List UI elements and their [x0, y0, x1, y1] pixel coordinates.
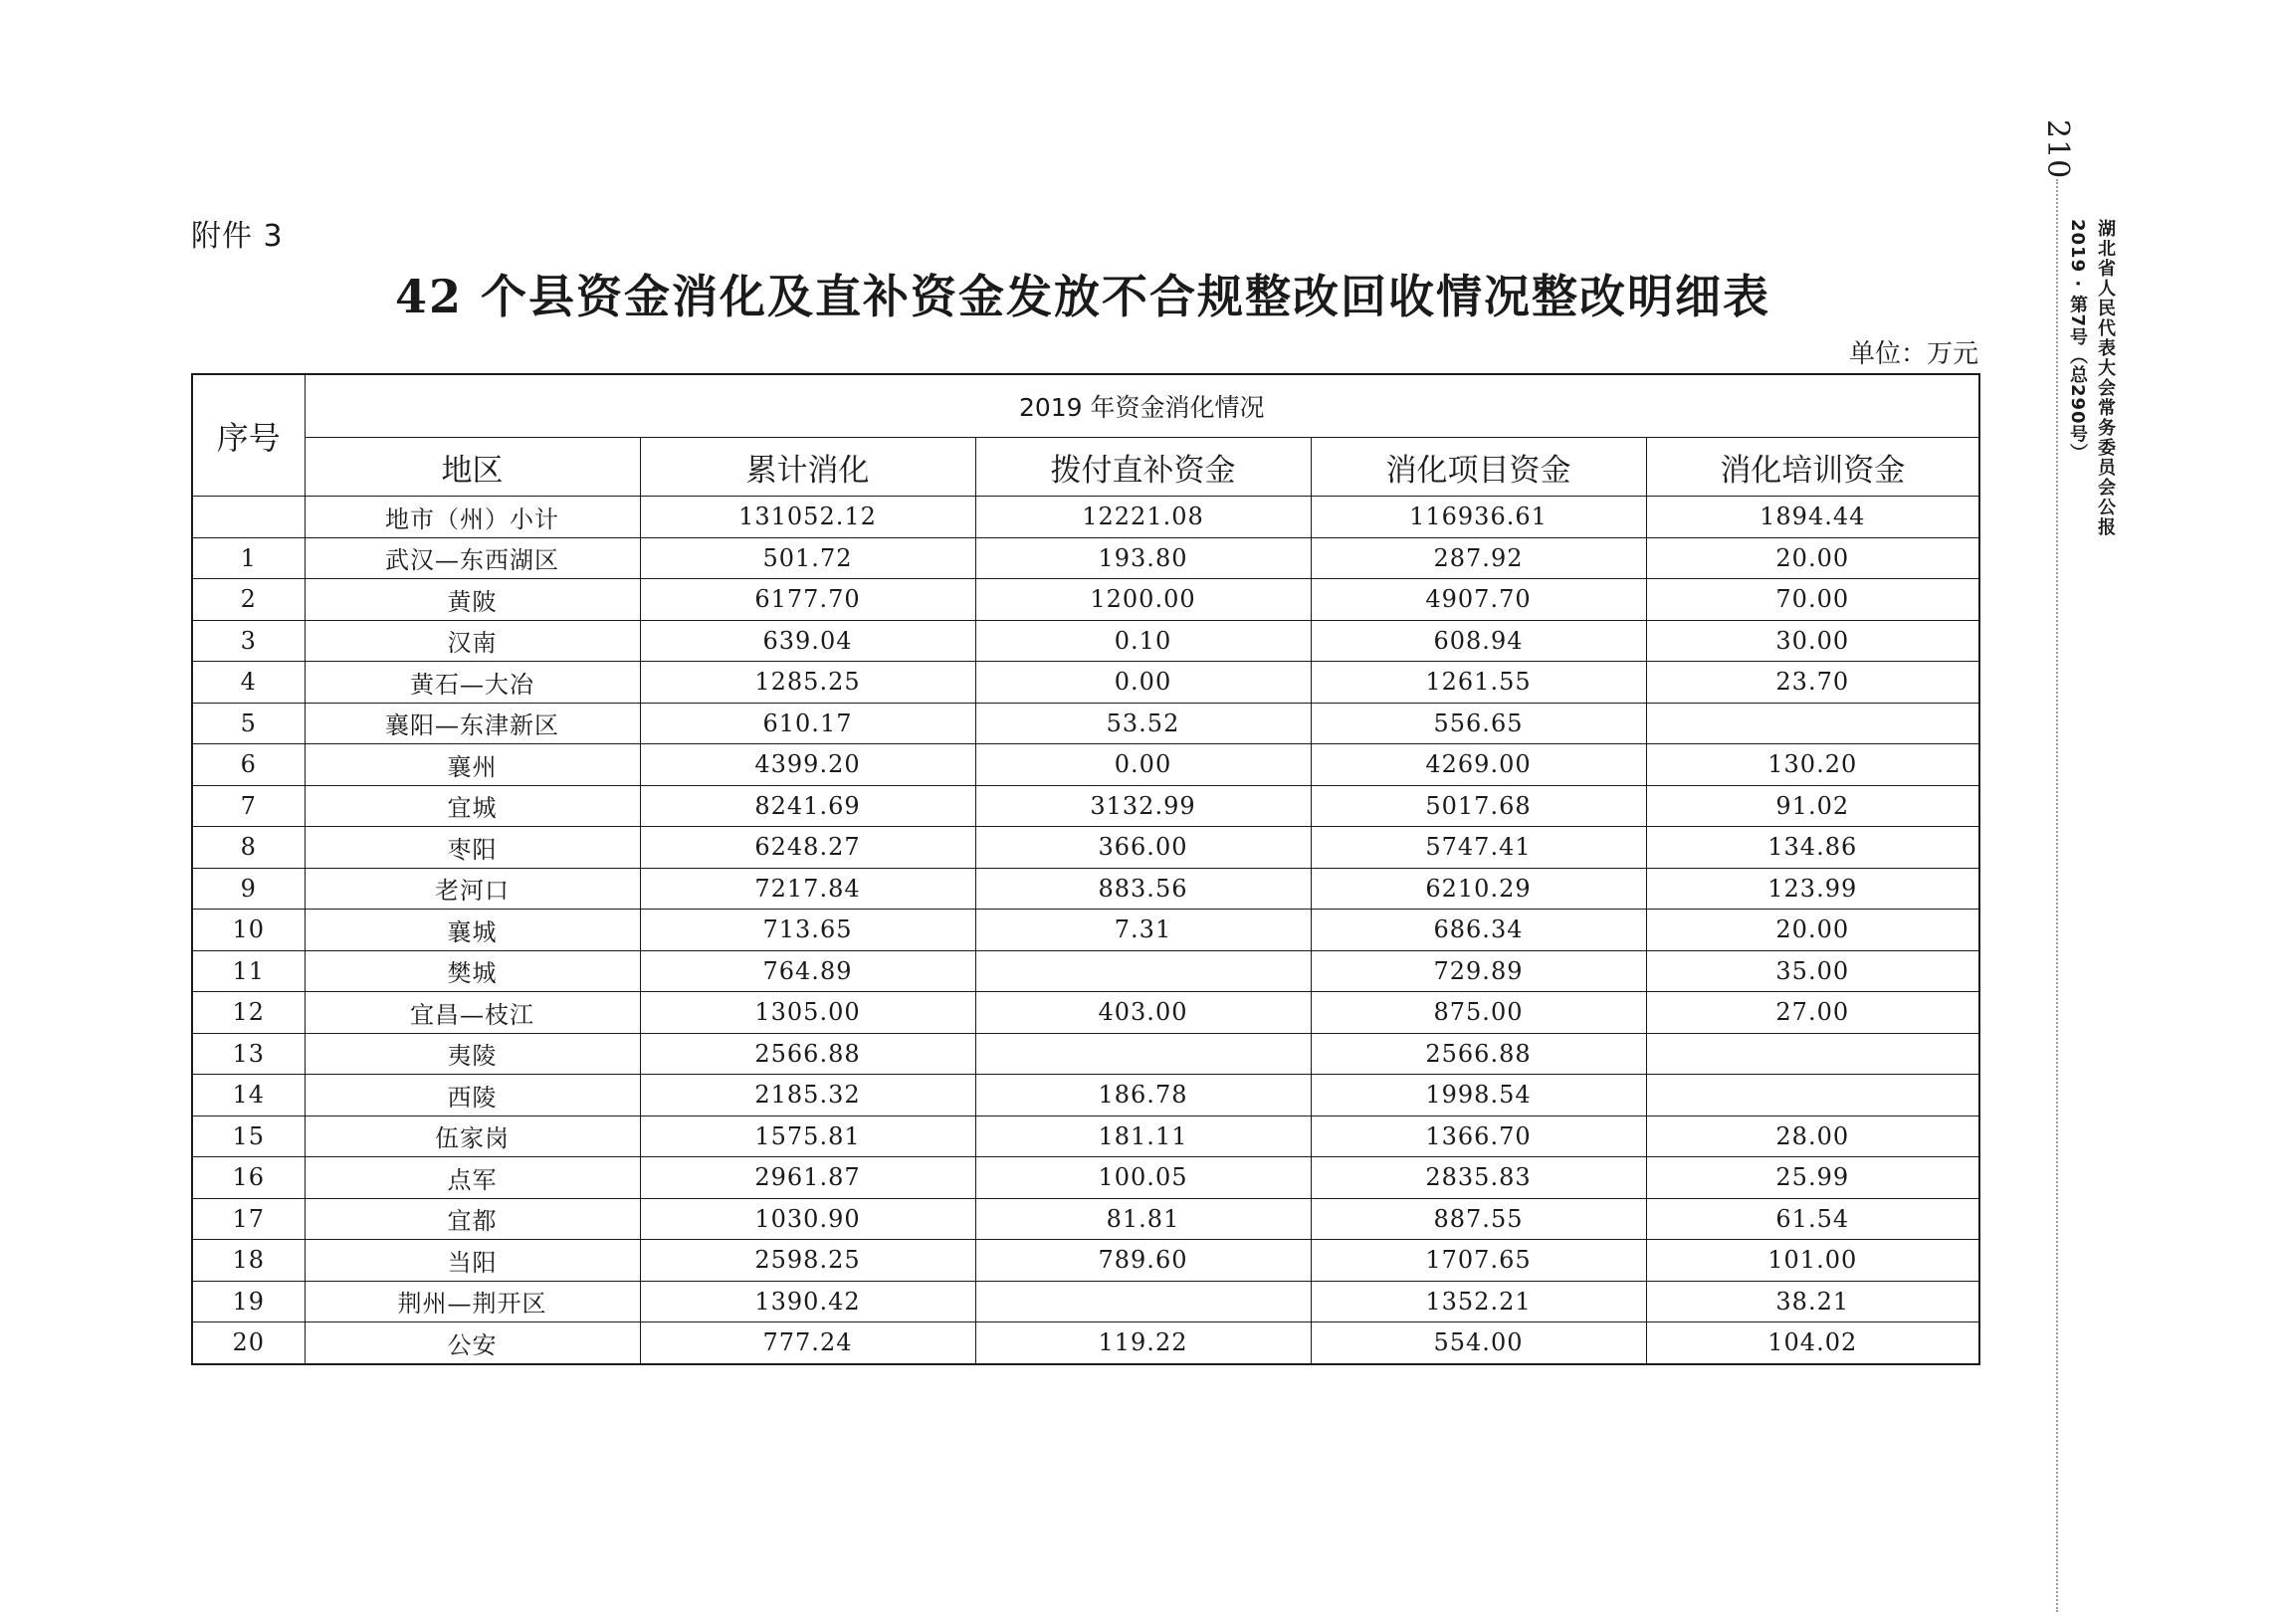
- cell-region: 襄州: [305, 744, 640, 786]
- cell-training-funds: 28.00: [1646, 1116, 1979, 1157]
- cell-direct-subsidy: 193.80: [975, 537, 1311, 579]
- cell-cumulative: 6177.70: [640, 579, 975, 621]
- cell-direct-subsidy: 12221.08: [975, 497, 1311, 538]
- subtotal-row: [192, 497, 1979, 538]
- cell-project-funds: 1261.55: [1311, 662, 1646, 704]
- cell-cumulative: 764.89: [640, 950, 975, 992]
- cell-region: 伍家岗: [305, 1116, 640, 1157]
- cell-direct-subsidy: 100.05: [975, 1157, 1311, 1199]
- cell-training-funds: [1646, 1033, 1979, 1075]
- cell-cumulative: 2961.87: [640, 1157, 975, 1199]
- table-row: [192, 703, 1979, 744]
- cell-seq: 16: [192, 1157, 305, 1199]
- cell-training-funds: 61.54: [1646, 1198, 1979, 1240]
- cell-seq: [192, 497, 305, 538]
- cell-direct-subsidy: 119.22: [975, 1322, 1311, 1364]
- cell-training-funds: 130.20: [1646, 744, 1979, 786]
- cell-cumulative: 6248.27: [640, 827, 975, 869]
- cell-seq: 10: [192, 910, 305, 951]
- cell-cumulative: 639.04: [640, 620, 975, 662]
- cell-region: 老河口: [305, 868, 640, 910]
- cell-region: 宜昌—枝江: [305, 992, 640, 1034]
- cell-project-funds: 1998.54: [1311, 1075, 1646, 1116]
- page-number: 210: [2040, 119, 2075, 180]
- cell-direct-subsidy: 81.81: [975, 1198, 1311, 1240]
- cell-seq: 9: [192, 868, 305, 910]
- column-header-cumulative: 累计消化: [640, 438, 975, 497]
- column-header-training-funds: 消化培训资金: [1646, 438, 1979, 497]
- table-row: [192, 1075, 1979, 1116]
- cell-project-funds: 116936.61: [1311, 497, 1646, 538]
- cell-direct-subsidy: [975, 1281, 1311, 1322]
- cell-project-funds: 1366.70: [1311, 1116, 1646, 1157]
- cell-training-funds: 38.21: [1646, 1281, 1979, 1322]
- cell-direct-subsidy: 53.52: [975, 703, 1311, 744]
- column-header-direct-subsidy: 拨付直补资金: [975, 438, 1311, 497]
- cell-region: 樊城: [305, 950, 640, 992]
- cell-training-funds: 27.00: [1646, 992, 1979, 1034]
- cell-seq: 6: [192, 744, 305, 786]
- cell-training-funds: 25.99: [1646, 1157, 1979, 1199]
- cell-project-funds: 686.34: [1311, 910, 1646, 951]
- cell-direct-subsidy: 3132.99: [975, 785, 1311, 827]
- column-header-region: 地区: [305, 438, 640, 497]
- cell-cumulative: 2566.88: [640, 1033, 975, 1075]
- cell-training-funds: [1646, 703, 1979, 744]
- cell-seq: 15: [192, 1116, 305, 1157]
- table-row: [192, 579, 1979, 621]
- cell-seq: 4: [192, 662, 305, 704]
- cell-project-funds: 5747.41: [1311, 827, 1646, 869]
- table-row: [192, 662, 1979, 704]
- bulletin-name: 湖北省人民代表大会常务委员会公报: [2095, 219, 2116, 537]
- cell-region: 点军: [305, 1157, 640, 1199]
- cell-training-funds: 23.70: [1646, 662, 1979, 704]
- cell-region: 宜都: [305, 1198, 640, 1240]
- cell-project-funds: 6210.29: [1311, 868, 1646, 910]
- cell-training-funds: 30.00: [1646, 620, 1979, 662]
- cell-cumulative: 610.17: [640, 703, 975, 744]
- column-header-project-funds: 消化项目资金: [1311, 438, 1646, 497]
- table-row: [192, 910, 1979, 951]
- table-row: [192, 950, 1979, 992]
- cell-cumulative: 1305.00: [640, 992, 975, 1034]
- cell-training-funds: 1894.44: [1646, 497, 1979, 538]
- table-row: [192, 1322, 1979, 1364]
- table-row: [192, 744, 1979, 786]
- cell-project-funds: 556.65: [1311, 703, 1646, 744]
- cell-cumulative: 713.65: [640, 910, 975, 951]
- cell-project-funds: 4907.70: [1311, 579, 1646, 621]
- seq-header: 序号: [192, 374, 305, 497]
- cell-project-funds: 1352.21: [1311, 1281, 1646, 1322]
- cell-direct-subsidy: 1200.00: [975, 579, 1311, 621]
- table-row: [192, 868, 1979, 910]
- cell-project-funds: 554.00: [1311, 1322, 1646, 1364]
- cell-project-funds: 2566.88: [1311, 1033, 1646, 1075]
- cell-direct-subsidy: 366.00: [975, 827, 1311, 869]
- cell-training-funds: 134.86: [1646, 827, 1979, 869]
- page-title: 42 个县资金消化及直补资金发放不合规整改回收情况整改明细表: [394, 270, 1771, 323]
- cell-project-funds: 2835.83: [1311, 1157, 1646, 1199]
- margin-dotted-line: [2056, 179, 2058, 1612]
- table-row: [192, 1281, 1979, 1322]
- table-row: [192, 1240, 1979, 1282]
- cell-seq: 7: [192, 785, 305, 827]
- cell-training-funds: 101.00: [1646, 1240, 1979, 1282]
- cell-cumulative: 777.24: [640, 1322, 975, 1364]
- cell-direct-subsidy: 789.60: [975, 1240, 1311, 1282]
- cell-region: 黄陂: [305, 579, 640, 621]
- table-row: [192, 1198, 1979, 1240]
- cell-seq: 13: [192, 1033, 305, 1075]
- cell-seq: 1: [192, 537, 305, 579]
- cell-region: 夷陵: [305, 1033, 640, 1075]
- cell-cumulative: 4399.20: [640, 744, 975, 786]
- table-row: [192, 785, 1979, 827]
- cell-region: 襄城: [305, 910, 640, 951]
- cell-project-funds: 1707.65: [1311, 1240, 1646, 1282]
- cell-direct-subsidy: 181.11: [975, 1116, 1311, 1157]
- cell-project-funds: 5017.68: [1311, 785, 1646, 827]
- cell-seq: 11: [192, 950, 305, 992]
- cell-project-funds: 887.55: [1311, 1198, 1646, 1240]
- cell-project-funds: 4269.00: [1311, 744, 1646, 786]
- cell-direct-subsidy: 883.56: [975, 868, 1311, 910]
- cell-seq: 17: [192, 1198, 305, 1240]
- table-row: [192, 1157, 1979, 1199]
- table-body: [192, 497, 1979, 1364]
- cell-direct-subsidy: 403.00: [975, 992, 1311, 1034]
- unit-label: 单位：万元: [1848, 339, 1978, 369]
- table-row: [192, 537, 1979, 579]
- cell-seq: 14: [192, 1075, 305, 1116]
- cell-seq: 20: [192, 1322, 305, 1364]
- cell-region: 荆州—荆开区: [305, 1281, 640, 1322]
- attachment-label: 附件 3: [191, 219, 284, 254]
- cell-seq: 8: [192, 827, 305, 869]
- cell-cumulative: 2185.32: [640, 1075, 975, 1116]
- table-row: [192, 1116, 1979, 1157]
- cell-project-funds: 287.92: [1311, 537, 1646, 579]
- cell-project-funds: 875.00: [1311, 992, 1646, 1034]
- side-margin: [2040, 119, 2160, 1612]
- cell-project-funds: 729.89: [1311, 950, 1646, 992]
- cell-seq: 3: [192, 620, 305, 662]
- cell-project-funds: 608.94: [1311, 620, 1646, 662]
- cell-cumulative: 1575.81: [640, 1116, 975, 1157]
- issue-label: 2019 · 第7号（总290号）: [2067, 219, 2088, 463]
- cell-cumulative: 131052.12: [640, 497, 975, 538]
- cell-cumulative: 501.72: [640, 537, 975, 579]
- cell-region: 武汉—东西湖区: [305, 537, 640, 579]
- cell-training-funds: 91.02: [1646, 785, 1979, 827]
- cell-cumulative: 7217.84: [640, 868, 975, 910]
- cell-training-funds: 20.00: [1646, 537, 1979, 579]
- cell-training-funds: 123.99: [1646, 868, 1979, 910]
- cell-direct-subsidy: 7.31: [975, 910, 1311, 951]
- cell-direct-subsidy: [975, 1033, 1311, 1075]
- cell-direct-subsidy: 0.00: [975, 744, 1311, 786]
- cell-seq: 19: [192, 1281, 305, 1322]
- cell-cumulative: 1285.25: [640, 662, 975, 704]
- group-header: 2019 年资金消化情况: [305, 374, 1979, 438]
- cell-cumulative: 2598.25: [640, 1240, 975, 1282]
- table-row: [192, 827, 1979, 869]
- cell-cumulative: 1030.90: [640, 1198, 975, 1240]
- cell-region: 枣阳: [305, 827, 640, 869]
- cell-cumulative: 8241.69: [640, 785, 975, 827]
- cell-cumulative: 1390.42: [640, 1281, 975, 1322]
- table-row: [192, 620, 1979, 662]
- cell-region: 地市（州）小计: [305, 497, 640, 538]
- cell-seq: 12: [192, 992, 305, 1034]
- fund-detail-table: [191, 373, 1980, 1365]
- cell-region: 黄石—大冶: [305, 662, 640, 704]
- cell-region: 当阳: [305, 1240, 640, 1282]
- cell-region: 襄阳—东津新区: [305, 703, 640, 744]
- cell-seq: 2: [192, 579, 305, 621]
- cell-training-funds: 104.02: [1646, 1322, 1979, 1364]
- cell-training-funds: 20.00: [1646, 910, 1979, 951]
- cell-seq: 5: [192, 703, 305, 744]
- cell-direct-subsidy: 0.00: [975, 662, 1311, 704]
- cell-direct-subsidy: [975, 950, 1311, 992]
- cell-training-funds: [1646, 1075, 1979, 1116]
- cell-seq: 18: [192, 1240, 305, 1282]
- cell-training-funds: 70.00: [1646, 579, 1979, 621]
- cell-region: 西陵: [305, 1075, 640, 1116]
- cell-direct-subsidy: 0.10: [975, 620, 1311, 662]
- cell-region: 汉南: [305, 620, 640, 662]
- table-row: [192, 992, 1979, 1034]
- cell-region: 公安: [305, 1322, 640, 1364]
- cell-training-funds: 35.00: [1646, 950, 1979, 992]
- table-row: [192, 1033, 1979, 1075]
- cell-region: 宜城: [305, 785, 640, 827]
- cell-direct-subsidy: 186.78: [975, 1075, 1311, 1116]
